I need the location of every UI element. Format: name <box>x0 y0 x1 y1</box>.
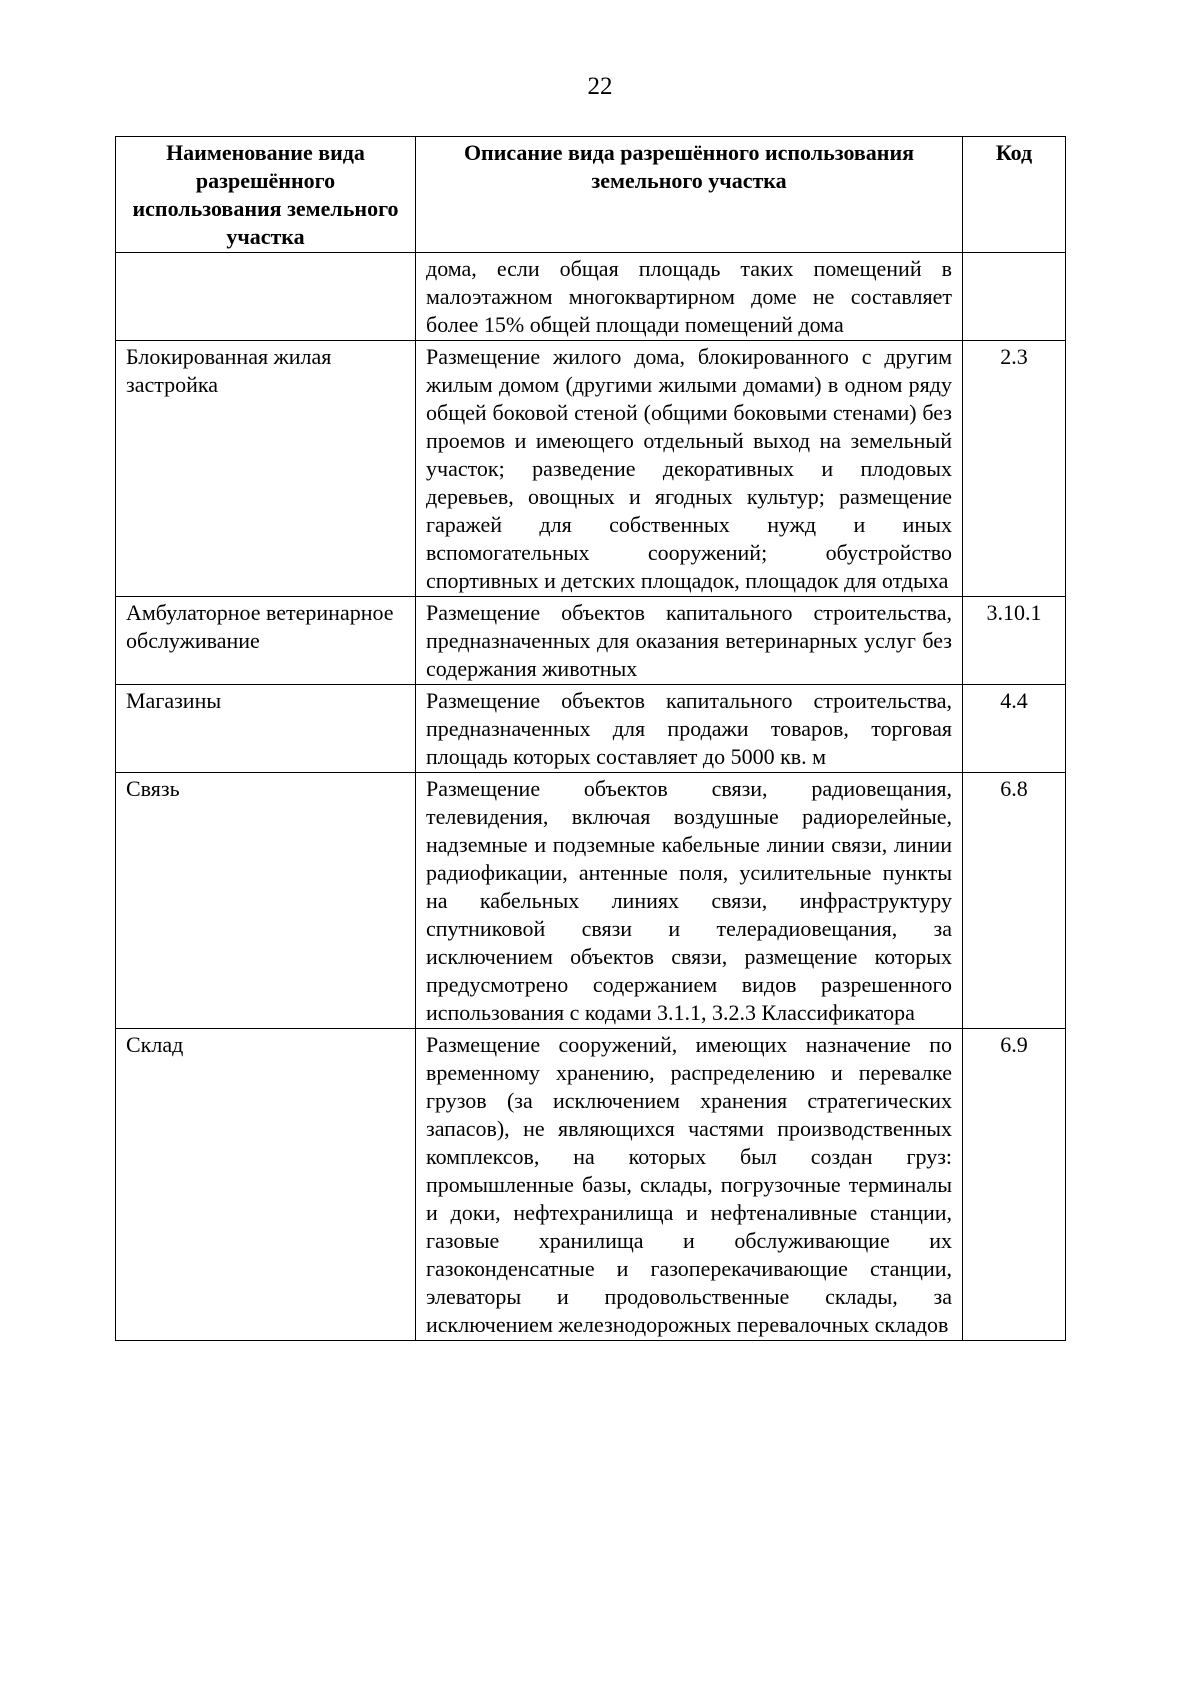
land-use-table <box>115 136 1066 1341</box>
header-code: Код <box>963 137 1066 253</box>
row-code: 2.3 <box>963 341 1066 597</box>
header-name: Наименование вида разрешённого использования земельного участка <box>116 137 416 253</box>
row-description: дома, если общая площадь таких помещений в малоэтажном многоквартирном доме не составляет более 15% общей площади помещений дома <box>416 253 963 341</box>
row-code: 6.8 <box>963 773 1066 1029</box>
row-name <box>116 253 416 341</box>
row-name: Склад <box>116 1029 416 1341</box>
table-row <box>116 597 1066 685</box>
page-number: 22 <box>587 73 613 100</box>
table-row <box>116 685 1066 773</box>
row-code: 6.9 <box>963 1029 1066 1341</box>
table-row <box>116 341 1066 597</box>
row-description: Размещение объектов капитального строительства, предназначенных для оказания ветеринарных услуг без содержания животных <box>416 597 963 685</box>
row-description: Размещение сооружений, имеющих назначение по временному хранению, распределению и перевалке грузов (за исключением хранения стратегических запасов), не являющихся частями производственных комплексов, на которых был создан груз: промышленные базы, склады, погрузочные терминалы и доки, нефтехранилища и нефтеналивные станции, газовые хранилища и обслуживающие их газоконденсатные и газоперекачивающие станции, элеваторы и продовольственные склады, за исключением железнодорожных перевалочных складов <box>416 1029 963 1341</box>
row-code: 3.10.1 <box>963 597 1066 685</box>
table-row <box>116 1029 1066 1341</box>
row-name: Связь <box>116 773 416 1029</box>
row-name: Амбулаторное ветеринарное обслуживание <box>116 597 416 685</box>
row-code: 4.4 <box>963 685 1066 773</box>
table-row <box>116 773 1066 1029</box>
row-description: Размещение объектов капитального строительства, предназначенных для продажи товаров, торговая площадь которых составляет до 5000 кв. м <box>416 685 963 773</box>
table-header-row <box>116 137 1066 253</box>
row-description: Размещение объектов связи, радиовещания, телевидения, включая воздушные радиорелейные, надземные и подземные кабельные линии связи, линии радиофикации, антенные поля, усилительные пункты на кабельных линиях связи, инфраструктуру спутниковой связи и телерадиовещания, за исключением объектов связи, размещение которых предусмотрено содержанием видов разрешенного использования с кодами 3.1.1, 3.2.3 Классификатора <box>416 773 963 1029</box>
header-description: Описание вида разрешённого использования земельного участка <box>416 137 963 253</box>
table-row <box>116 253 1066 341</box>
row-description: Размещение жилого дома, блокированного с другим жилым домом (другими жилыми домами) в одном ряду общей боковой стеной (общими боковыми стенами) без проемов и имеющего отдельный выход на земельный участок; разведение декоративных и плодовых деревьев, овощных и ягодных культур; размещение гаражей для собственных нужд и иных вспомогательных сооружений; обустройство спортивных и детских площадок, площадок для отдыха <box>416 341 963 597</box>
row-code <box>963 253 1066 341</box>
row-name: Магазины <box>116 685 416 773</box>
row-name: Блокированная жилая застройка <box>116 341 416 597</box>
